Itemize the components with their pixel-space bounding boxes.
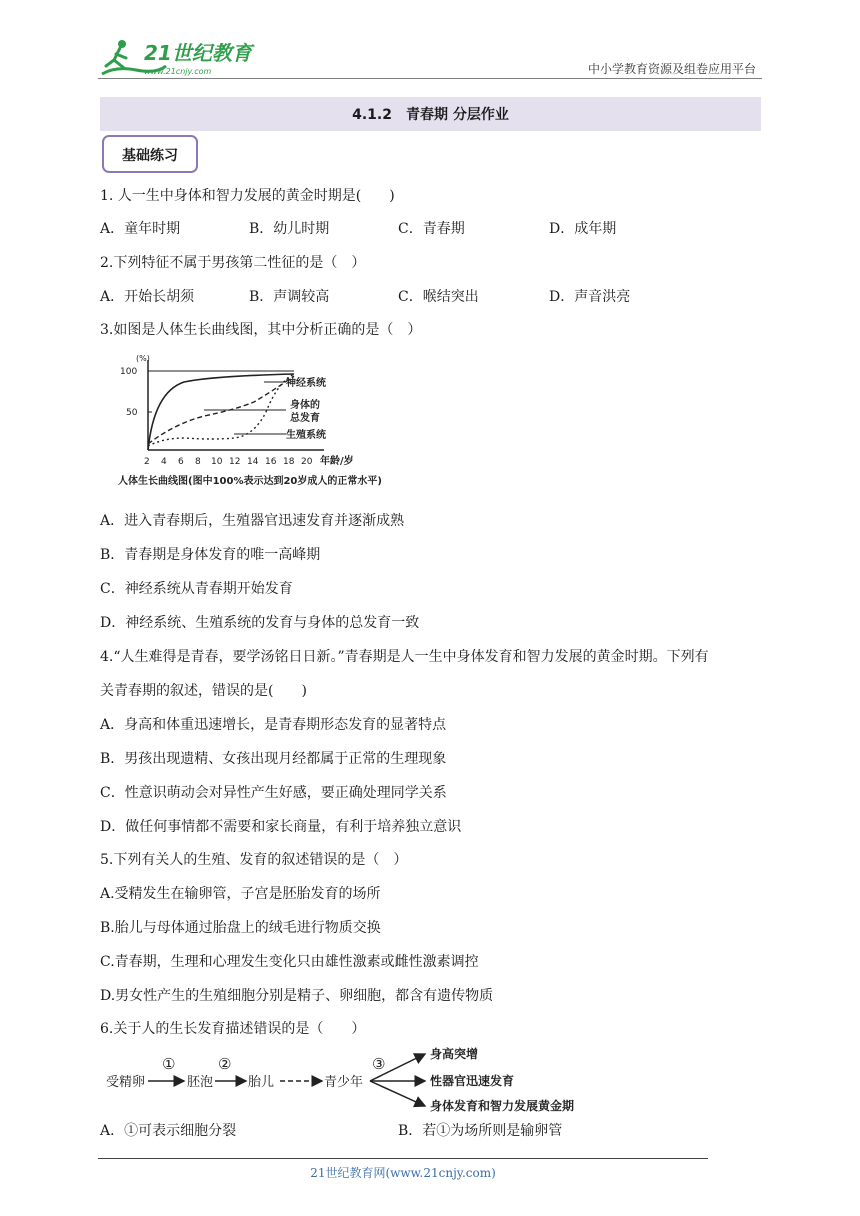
flow-node-adolescent: 青少年 [324,1075,364,1090]
q2-option-a: A．开始长胡须 [100,289,195,305]
x-axis-label: 年龄/岁 [320,456,354,467]
q1-option-a: A．童年时期 [100,221,181,237]
site-name: 中小学教育资源及组卷应用平台 [587,62,756,76]
x-tick: 4 [161,457,167,467]
growth-curve-figure [114,352,424,492]
y-unit-label: (%) [136,354,150,363]
footer-link[interactable]: 21世纪教育网(www.21cnjy.com) [310,1166,496,1180]
q4-option-c: C．性意识萌动会对异性产生好感，要正确处理同学关系 [100,785,447,801]
q5-stem: 5.下列有关人的生殖、发育的叙述错误的是（ ） [100,852,408,868]
q4-option-b: B．男孩出现遗精、女孩出现月经都属于正常的生理现象 [100,751,447,767]
q4-option-d: D．做任何事情都不需要和家长商量，有利于培养独立意识 [100,819,462,835]
q2-option-c: C．喉结突出 [398,289,479,305]
q2-stem: 2.下列特征不属于男孩第二性征的是（ ） [100,255,366,271]
x-tick: 12 [229,457,241,467]
flow-branch-organs: 性器官迅速发育 [430,1074,515,1088]
figure-caption: 人体生长曲线图(图中100%表示达到20岁成人的正常水平) [118,476,382,487]
q4-stem-line2: 关青春期的叙述，错误的是( ) [100,683,307,699]
x-tick: 10 [211,457,223,467]
x-tick: 20 [301,457,313,467]
y-tick-100: 100 [120,367,138,377]
x-tick: 18 [283,457,295,467]
logo-url: www.21cnjy.com [144,67,212,76]
q1-option-c: C．青春期 [398,221,465,237]
q5-option-d: D.男女性产生的生殖细胞分别是精子、卵细胞，都含有遗传物质 [100,988,494,1004]
y-tick-50: 50 [126,408,138,418]
label-body-line2: 总发育 [290,413,320,424]
flow-circle-1: ① [162,1055,176,1073]
label-reproductive-system: 生殖系统 [286,430,326,441]
x-tick: 14 [247,457,259,467]
q3-option-c: C．神经系统从青春期开始发育 [100,581,293,597]
flow-circle-3: ③ [372,1055,386,1073]
header-divider [98,78,762,79]
q3-stem: 3.如图是人体生长曲线图，其中分析正确的是（ ） [100,322,422,338]
q5-option-b: B.胎儿与母体通过胎盘上的绒毛进行物质交换 [100,920,381,936]
flow-branch-golden-period: 身体发育和智力发展黄金期 [430,1099,575,1113]
label-nervous-system: 神经系统 [286,378,326,389]
q5-option-c: C.青春期，生理和心理发生变化只由雄性激素或雌性激素调控 [100,954,479,970]
x-tick: 6 [178,457,184,467]
q5-option-a: A.受精发生在输卵管，子宫是胚胎发育的场所 [100,886,381,902]
logo-runner-icon [96,36,256,82]
x-tick: 2 [144,457,150,467]
flow-branch-height: 身高突增 [430,1047,479,1061]
q4-option-a: A．身高和体重迅速增长，是青春期形态发育的显著特点 [100,717,447,733]
section-label: 基础练习 [122,148,178,164]
flow-node-fetus: 胎儿 [248,1075,275,1090]
q1-option-d: D．成年期 [549,221,617,237]
x-tick: 8 [195,457,201,467]
q3-option-d: D．神经系统、生殖系统的发育与身体的总发育一致 [100,615,420,631]
x-tick: 16 [265,457,277,467]
q1-stem: 1. 人一生中身体和智力发展的黄金时期是( ) [100,188,395,204]
page-title: 4.1.2 青春期 分层作业 [352,107,509,123]
q2-option-b: B．声调较高 [249,289,330,305]
logo [96,36,256,82]
flow-circle-2: ② [218,1055,232,1073]
development-flow-diagram [100,1044,600,1116]
footer-divider [98,1158,708,1159]
q3-option-b: B．青春期是身体发育的唯一高峰期 [100,547,321,563]
q3-option-a: A．进入青春期后，生殖器官迅速发育并逐渐成熟 [100,513,405,529]
flow-node-zygote: 受精卵 [106,1075,146,1090]
q6-stem: 6.关于人的生长发育描述错误的是（ ） [100,1021,366,1037]
label-body-line1: 身体的 [290,400,320,411]
q4-stem-line1: 4.“人生难得是青春，要学汤铭日日新。”青春期是人一生中身体发育和智力发展的黄金时期。下列有 [100,649,709,665]
q6-option-a: A．①可表示细胞分裂 [100,1123,237,1139]
q6-option-b: B．若①为场所则是输卵管 [398,1123,563,1139]
logo-text: 21世纪教育 [144,41,252,65]
q1-option-b: B．幼儿时期 [249,221,330,237]
flow-branch-arrow [370,1081,425,1106]
q2-option-d: D．声音洪亮 [549,289,631,305]
flow-node-blastocyst: 胚泡 [187,1075,214,1090]
